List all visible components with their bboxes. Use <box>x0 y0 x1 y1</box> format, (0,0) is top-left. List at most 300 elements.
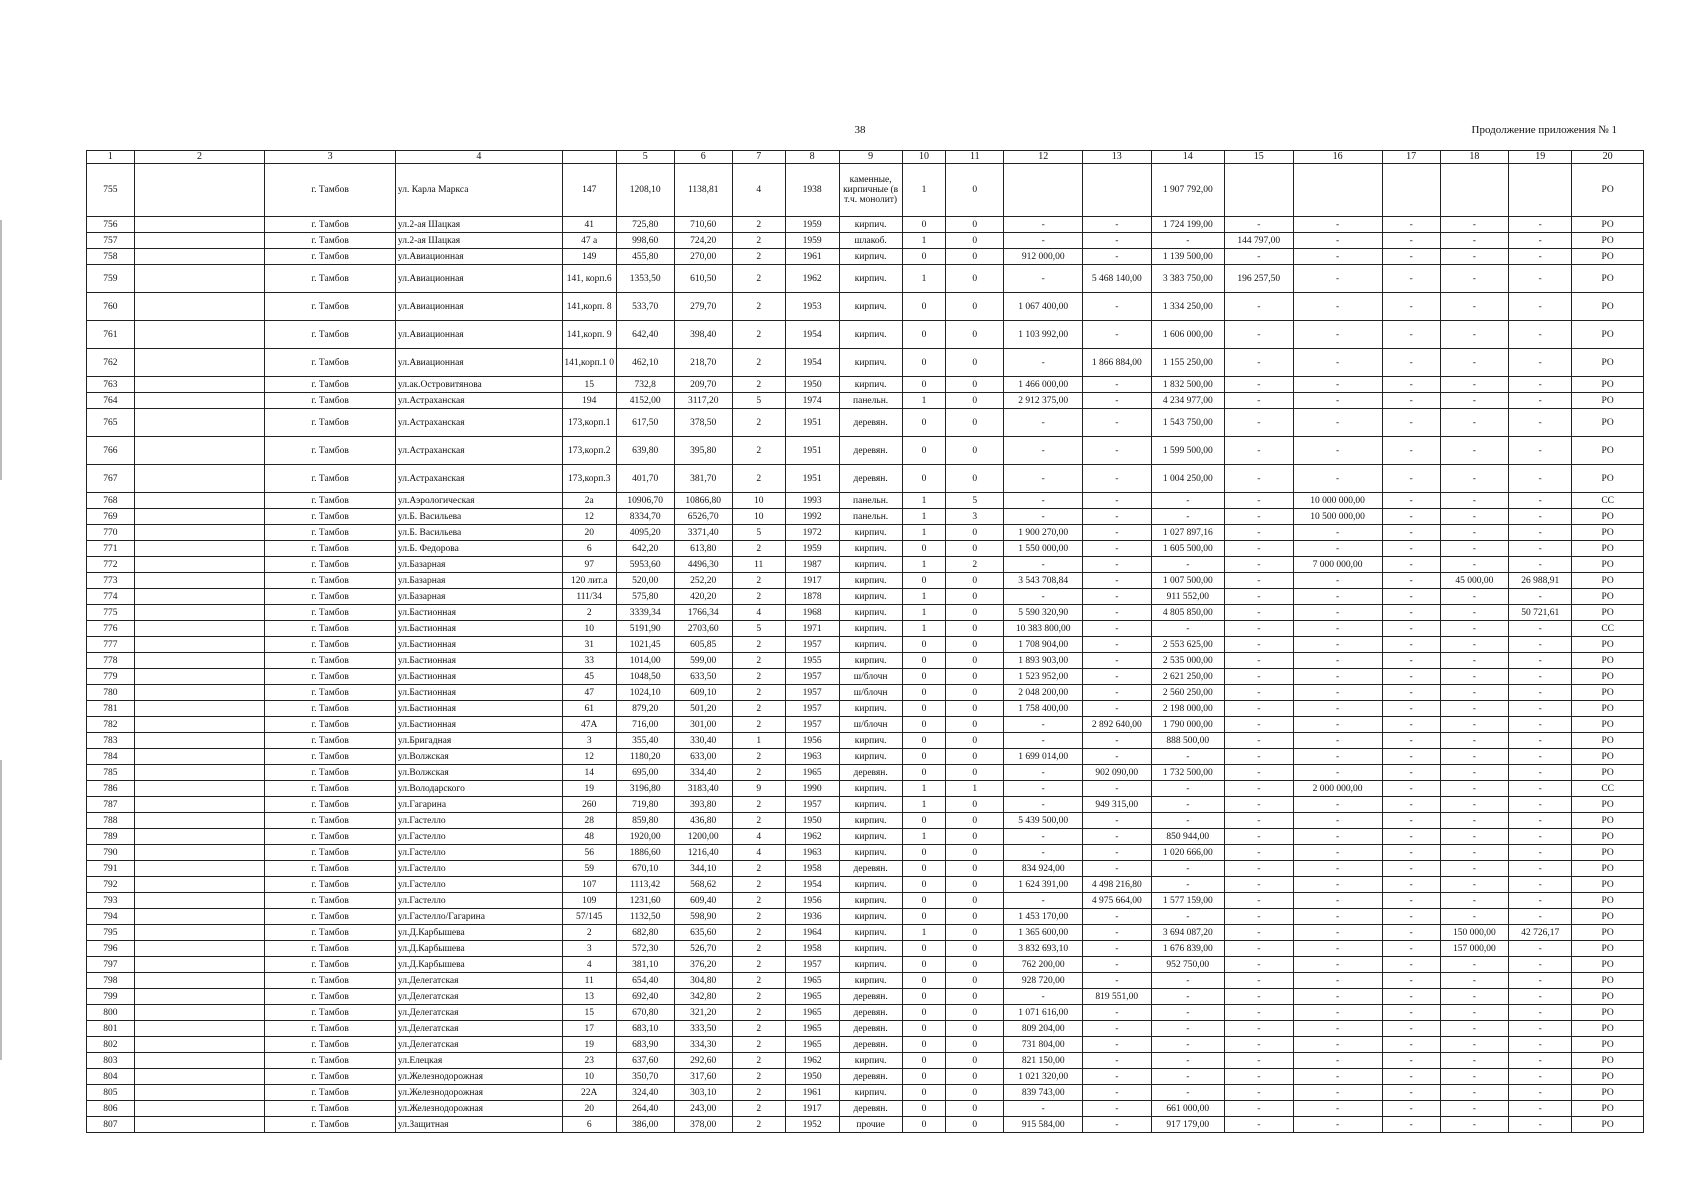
year-cell: 1974 <box>785 393 839 409</box>
col16-cell <box>1293 164 1382 217</box>
col18-cell: - <box>1440 265 1508 293</box>
col12-cell: - <box>1004 845 1083 861</box>
street-cell: ул.Авиационная <box>395 265 562 293</box>
col16-cell: - <box>1293 973 1382 989</box>
empty-cell <box>134 1085 265 1101</box>
col12-cell: 1 624 391,00 <box>1004 877 1083 893</box>
house-cell: 47 а <box>562 233 616 249</box>
col19-cell: - <box>1509 541 1572 557</box>
street-cell: ул.Володарского <box>395 781 562 797</box>
col12-cell: 1 523 952,00 <box>1004 669 1083 685</box>
col15-cell: - <box>1225 797 1293 813</box>
col12-cell: 2 912 375,00 <box>1004 393 1083 409</box>
col19-cell: 42 726,17 <box>1509 925 1572 941</box>
col10-cell: 0 <box>902 957 946 973</box>
col17-cell: - <box>1382 493 1440 509</box>
col14-cell: 1 020 666,00 <box>1151 845 1225 861</box>
col13-cell: - <box>1083 525 1151 541</box>
row-number: 772 <box>87 557 135 573</box>
living-area-cell: 378,00 <box>674 1117 732 1133</box>
floors-cell: 2 <box>732 293 785 321</box>
table-row <box>87 1101 1644 1117</box>
floors-cell: 2 <box>732 925 785 941</box>
floors-cell: 2 <box>732 941 785 957</box>
col19-cell: - <box>1509 989 1572 1005</box>
col11-cell: 0 <box>946 1101 1004 1117</box>
col13-cell: - <box>1083 637 1151 653</box>
wall-material-cell: кирпич. <box>839 525 902 541</box>
owner-type-cell: РО <box>1572 941 1644 957</box>
col11-cell: 0 <box>946 1037 1004 1053</box>
street-cell: ул.Д.Карбышева <box>395 925 562 941</box>
col18-cell: - <box>1440 845 1508 861</box>
row-number: 762 <box>87 349 135 377</box>
col18-cell: - <box>1440 233 1508 249</box>
col13-cell: - <box>1083 749 1151 765</box>
table-row <box>87 1053 1644 1069</box>
table-row <box>87 557 1644 573</box>
floors-cell: 2 <box>732 685 785 701</box>
col17-cell: - <box>1382 409 1440 437</box>
col11-cell: 0 <box>946 669 1004 685</box>
living-area-cell: 10866,80 <box>674 493 732 509</box>
col16-cell: - <box>1293 589 1382 605</box>
empty-cell <box>134 973 265 989</box>
col12-cell: - <box>1004 781 1083 797</box>
table-row <box>87 377 1644 393</box>
street-cell: ул.Бастионная <box>395 685 562 701</box>
table-row <box>87 653 1644 669</box>
col16-cell: - <box>1293 893 1382 909</box>
col10-cell: 0 <box>902 1069 946 1085</box>
house-cell: 141, корп.6 <box>562 265 616 293</box>
col11-cell: 0 <box>946 409 1004 437</box>
col14-cell: 1 139 500,00 <box>1151 249 1225 265</box>
empty-cell <box>134 717 265 733</box>
owner-type-cell: РО <box>1572 573 1644 589</box>
row-number: 783 <box>87 733 135 749</box>
year-cell: 1954 <box>785 877 839 893</box>
street-cell: ул.Железнодорожная <box>395 1101 562 1117</box>
city-cell: г. Тамбов <box>265 557 396 573</box>
owner-type-cell: РО <box>1572 349 1644 377</box>
col13-cell: - <box>1083 377 1151 393</box>
col15-cell: - <box>1225 1037 1293 1053</box>
total-area-cell: 264,40 <box>616 1101 674 1117</box>
col12-cell: - <box>1004 265 1083 293</box>
col15-cell: - <box>1225 893 1293 909</box>
scan-edge-artifact <box>0 220 2 480</box>
floors-cell: 2 <box>732 1037 785 1053</box>
col18-cell: 150 000,00 <box>1440 925 1508 941</box>
street-cell: ул.ак.Островитянова <box>395 377 562 393</box>
year-cell: 1917 <box>785 1101 839 1117</box>
col13-cell: - <box>1083 1085 1151 1101</box>
living-area-cell: 279,70 <box>674 293 732 321</box>
street-cell: ул.Базарная <box>395 589 562 605</box>
table-row <box>87 701 1644 717</box>
col12-cell: 809 204,00 <box>1004 1021 1083 1037</box>
year-cell: 1965 <box>785 973 839 989</box>
house-cell: 2а <box>562 493 616 509</box>
col18-cell: - <box>1440 653 1508 669</box>
total-area-cell: 639,80 <box>616 437 674 465</box>
wall-material-cell: деревян. <box>839 1021 902 1037</box>
col11-cell: 0 <box>946 321 1004 349</box>
living-area-cell: 3371,40 <box>674 525 732 541</box>
city-cell: г. Тамбов <box>265 909 396 925</box>
floors-cell: 2 <box>732 1005 785 1021</box>
col13-cell: - <box>1083 1069 1151 1085</box>
year-cell: 1951 <box>785 437 839 465</box>
col17-cell: - <box>1382 701 1440 717</box>
col11-cell: 0 <box>946 605 1004 621</box>
living-area-cell: 292,60 <box>674 1053 732 1069</box>
col15-cell: - <box>1225 1053 1293 1069</box>
wall-material-cell: кирпич. <box>839 1053 902 1069</box>
year-cell: 1962 <box>785 265 839 293</box>
column-header <box>562 151 616 164</box>
owner-type-cell: СС <box>1572 621 1644 637</box>
col15-cell: - <box>1225 685 1293 701</box>
col18-cell: - <box>1440 717 1508 733</box>
col10-cell: 0 <box>902 909 946 925</box>
col13-cell: - <box>1083 653 1151 669</box>
col16-cell: - <box>1293 765 1382 781</box>
col17-cell: - <box>1382 765 1440 781</box>
col19-cell: 50 721,61 <box>1509 605 1572 621</box>
wall-material-cell: деревян. <box>839 1037 902 1053</box>
total-area-cell: 670,80 <box>616 1005 674 1021</box>
col19-cell: - <box>1509 861 1572 877</box>
col11-cell: 0 <box>946 465 1004 493</box>
col10-cell: 1 <box>902 589 946 605</box>
floors-cell: 2 <box>732 989 785 1005</box>
street-cell: ул.Авиационная <box>395 293 562 321</box>
total-area-cell: 654,40 <box>616 973 674 989</box>
empty-cell <box>134 1021 265 1037</box>
empty-cell <box>134 829 265 845</box>
table-row <box>87 621 1644 637</box>
year-cell: 1958 <box>785 861 839 877</box>
col15-cell: - <box>1225 589 1293 605</box>
col14-cell: 1 606 000,00 <box>1151 321 1225 349</box>
living-area-cell: 609,40 <box>674 893 732 909</box>
col11-cell: 0 <box>946 941 1004 957</box>
col16-cell: - <box>1293 749 1382 765</box>
floors-cell: 2 <box>732 437 785 465</box>
col19-cell: - <box>1509 669 1572 685</box>
col15-cell: - <box>1225 781 1293 797</box>
col14-cell: - <box>1151 861 1225 877</box>
col13-cell: - <box>1083 957 1151 973</box>
total-area-cell: 725,80 <box>616 217 674 233</box>
col13-cell: 2 892 640,00 <box>1083 717 1151 733</box>
col14-cell: 1 724 199,00 <box>1151 217 1225 233</box>
row-number: 789 <box>87 829 135 845</box>
col14-cell: 4 234 977,00 <box>1151 393 1225 409</box>
floors-cell: 2 <box>732 813 785 829</box>
street-cell: ул.Авиационная <box>395 249 562 265</box>
year-cell: 1964 <box>785 925 839 941</box>
col14-cell: 1 577 159,00 <box>1151 893 1225 909</box>
living-area-cell: 436,80 <box>674 813 732 829</box>
col18-cell: - <box>1440 1053 1508 1069</box>
street-cell: ул.Бастионная <box>395 621 562 637</box>
owner-type-cell: РО <box>1572 437 1644 465</box>
street-cell: ул.2-ая Шацкая <box>395 233 562 249</box>
column-header: 6 <box>674 151 732 164</box>
total-area-cell: 716,00 <box>616 717 674 733</box>
col17-cell: - <box>1382 233 1440 249</box>
col19-cell: - <box>1509 1085 1572 1101</box>
total-area-cell: 386,00 <box>616 1117 674 1133</box>
column-header: 2 <box>134 151 265 164</box>
wall-material-cell: кирпич. <box>839 813 902 829</box>
empty-cell <box>134 669 265 685</box>
table-row <box>87 409 1644 437</box>
col18-cell: - <box>1440 637 1508 653</box>
living-area-cell: 317,60 <box>674 1069 732 1085</box>
owner-type-cell: РО <box>1572 765 1644 781</box>
wall-material-cell: кирпич. <box>839 733 902 749</box>
table-row <box>87 669 1644 685</box>
row-number: 779 <box>87 669 135 685</box>
house-cell: 11 <box>562 973 616 989</box>
house-cell: 59 <box>562 861 616 877</box>
living-area-cell: 330,40 <box>674 733 732 749</box>
house-cell: 10 <box>562 621 616 637</box>
empty-cell <box>134 989 265 1005</box>
table-row <box>87 1069 1644 1085</box>
col12-cell <box>1004 164 1083 217</box>
house-cell: 57/145 <box>562 909 616 925</box>
col15-cell: - <box>1225 749 1293 765</box>
house-cell: 45 <box>562 669 616 685</box>
col16-cell: - <box>1293 573 1382 589</box>
col12-cell: 915 584,00 <box>1004 1117 1083 1133</box>
col14-cell: - <box>1151 781 1225 797</box>
col10-cell: 0 <box>902 845 946 861</box>
col11-cell: 0 <box>946 541 1004 557</box>
col17-cell: - <box>1382 621 1440 637</box>
col13-cell: 902 090,00 <box>1083 765 1151 781</box>
col11-cell: 0 <box>946 909 1004 925</box>
empty-cell <box>134 509 265 525</box>
city-cell: г. Тамбов <box>265 249 396 265</box>
col16-cell: - <box>1293 989 1382 1005</box>
col14-cell: 2 560 250,00 <box>1151 685 1225 701</box>
wall-material-cell: деревян. <box>839 1005 902 1021</box>
year-cell: 1965 <box>785 1005 839 1021</box>
owner-type-cell: РО <box>1572 557 1644 573</box>
col10-cell: 0 <box>902 1005 946 1021</box>
col19-cell: - <box>1509 621 1572 637</box>
col19-cell: - <box>1509 941 1572 957</box>
empty-cell <box>134 1069 265 1085</box>
col14-cell: - <box>1151 1037 1225 1053</box>
year-cell: 1957 <box>785 669 839 685</box>
floors-cell: 9 <box>732 781 785 797</box>
row-number: 767 <box>87 465 135 493</box>
col18-cell: - <box>1440 393 1508 409</box>
col19-cell: - <box>1509 377 1572 393</box>
floors-cell: 2 <box>732 653 785 669</box>
owner-type-cell: РО <box>1572 541 1644 557</box>
owner-type-cell: СС <box>1572 781 1644 797</box>
total-area-cell: 4152,00 <box>616 393 674 409</box>
wall-material-cell: кирпич. <box>839 589 902 605</box>
col18-cell: - <box>1440 701 1508 717</box>
owner-type-cell: РО <box>1572 393 1644 409</box>
total-area-cell: 533,70 <box>616 293 674 321</box>
col11-cell: 0 <box>946 653 1004 669</box>
house-cell: 17 <box>562 1021 616 1037</box>
col15-cell: - <box>1225 377 1293 393</box>
col11-cell: 0 <box>946 1117 1004 1133</box>
col14-cell: 661 000,00 <box>1151 1101 1225 1117</box>
col17-cell: - <box>1382 925 1440 941</box>
owner-type-cell: РО <box>1572 637 1644 653</box>
city-cell: г. Тамбов <box>265 573 396 589</box>
floors-cell: 2 <box>732 861 785 877</box>
row-number: 797 <box>87 957 135 973</box>
owner-type-cell: РО <box>1572 957 1644 973</box>
col14-cell: - <box>1151 1069 1225 1085</box>
city-cell: г. Тамбов <box>265 877 396 893</box>
house-cell: 194 <box>562 393 616 409</box>
street-cell: ул.Железнодорожная <box>395 1069 562 1085</box>
col14-cell: 3 694 087,20 <box>1151 925 1225 941</box>
year-cell: 1993 <box>785 493 839 509</box>
col12-cell: 839 743,00 <box>1004 1085 1083 1101</box>
col11-cell: 0 <box>946 1021 1004 1037</box>
house-cell: 19 <box>562 1037 616 1053</box>
column-header: 12 <box>1004 151 1083 164</box>
city-cell: г. Тамбов <box>265 733 396 749</box>
wall-material-cell: кирпич. <box>839 781 902 797</box>
empty-cell <box>134 1117 265 1133</box>
year-cell: 1990 <box>785 781 839 797</box>
table-row <box>87 217 1644 233</box>
wall-material-cell: кирпич. <box>839 541 902 557</box>
col19-cell: 26 988,91 <box>1509 573 1572 589</box>
house-cell: 41 <box>562 217 616 233</box>
table-row <box>87 465 1644 493</box>
row-number: 776 <box>87 621 135 637</box>
table-row <box>87 941 1644 957</box>
column-header: 10 <box>902 151 946 164</box>
col14-cell: 1 790 000,00 <box>1151 717 1225 733</box>
col10-cell: 1 <box>902 164 946 217</box>
col13-cell: - <box>1083 493 1151 509</box>
col17-cell: - <box>1382 957 1440 973</box>
city-cell: г. Тамбов <box>265 941 396 957</box>
wall-material-cell: кирпич. <box>839 925 902 941</box>
row-number: 760 <box>87 293 135 321</box>
col11-cell: 0 <box>946 957 1004 973</box>
col11-cell: 0 <box>946 893 1004 909</box>
empty-cell <box>134 1037 265 1053</box>
col12-cell: 834 924,00 <box>1004 861 1083 877</box>
col16-cell: - <box>1293 377 1382 393</box>
col17-cell: - <box>1382 829 1440 845</box>
col17-cell: - <box>1382 749 1440 765</box>
col14-cell: 888 500,00 <box>1151 733 1225 749</box>
wall-material-cell: кирпич. <box>839 605 902 621</box>
total-area-cell: 4095,20 <box>616 525 674 541</box>
year-cell: 1950 <box>785 377 839 393</box>
col19-cell: - <box>1509 409 1572 437</box>
col15-cell: - <box>1225 653 1293 669</box>
col12-cell: 1 021 320,00 <box>1004 1069 1083 1085</box>
col11-cell: 0 <box>946 265 1004 293</box>
street-cell: ул.Авиационная <box>395 349 562 377</box>
year-cell: 1963 <box>785 749 839 765</box>
living-area-cell: 420,20 <box>674 589 732 605</box>
col11-cell: 0 <box>946 217 1004 233</box>
year-cell: 1987 <box>785 557 839 573</box>
living-area-cell: 3183,40 <box>674 781 732 797</box>
total-area-cell: 324,40 <box>616 1085 674 1101</box>
row-number: 758 <box>87 249 135 265</box>
empty-cell <box>134 925 265 941</box>
city-cell: г. Тамбов <box>265 861 396 877</box>
wall-material-cell: прочие <box>839 1117 902 1133</box>
col15-cell: - <box>1225 605 1293 621</box>
house-cell: 141,корп. 8 <box>562 293 616 321</box>
house-cell: 6 <box>562 541 616 557</box>
wall-material-cell: панельн. <box>839 509 902 525</box>
street-cell: ул.Астраханская <box>395 409 562 437</box>
street-cell: ул.Елецкая <box>395 1053 562 1069</box>
empty-cell <box>134 605 265 621</box>
col13-cell: - <box>1083 861 1151 877</box>
wall-material-cell: кирпич. <box>839 349 902 377</box>
row-number: 773 <box>87 573 135 589</box>
col12-cell: 3 543 708,84 <box>1004 573 1083 589</box>
col17-cell: - <box>1382 557 1440 573</box>
col12-cell: 1 758 400,00 <box>1004 701 1083 717</box>
house-cell: 173,корп.2 <box>562 437 616 465</box>
empty-cell <box>134 589 265 605</box>
total-area-cell: 3339,34 <box>616 605 674 621</box>
col10-cell: 0 <box>902 377 946 393</box>
col18-cell: 157 000,00 <box>1440 941 1508 957</box>
col10-cell: 0 <box>902 321 946 349</box>
floors-cell: 2 <box>732 669 785 685</box>
col11-cell: 0 <box>946 393 1004 409</box>
col13-cell: - <box>1083 605 1151 621</box>
city-cell: г. Тамбов <box>265 1069 396 1085</box>
empty-cell <box>134 861 265 877</box>
total-area-cell: 462,10 <box>616 349 674 377</box>
owner-type-cell: РО <box>1572 321 1644 349</box>
col15-cell: - <box>1225 717 1293 733</box>
col10-cell: 0 <box>902 1085 946 1101</box>
col19-cell: - <box>1509 525 1572 541</box>
col18-cell: - <box>1440 293 1508 321</box>
empty-cell <box>134 493 265 509</box>
total-area-cell: 670,10 <box>616 861 674 877</box>
living-area-cell: 1138,81 <box>674 164 732 217</box>
col17-cell: - <box>1382 437 1440 465</box>
col19-cell: - <box>1509 217 1572 233</box>
floors-cell: 2 <box>732 893 785 909</box>
living-area-cell: 381,70 <box>674 465 732 493</box>
empty-cell <box>134 749 265 765</box>
living-area-cell: 303,10 <box>674 1085 732 1101</box>
